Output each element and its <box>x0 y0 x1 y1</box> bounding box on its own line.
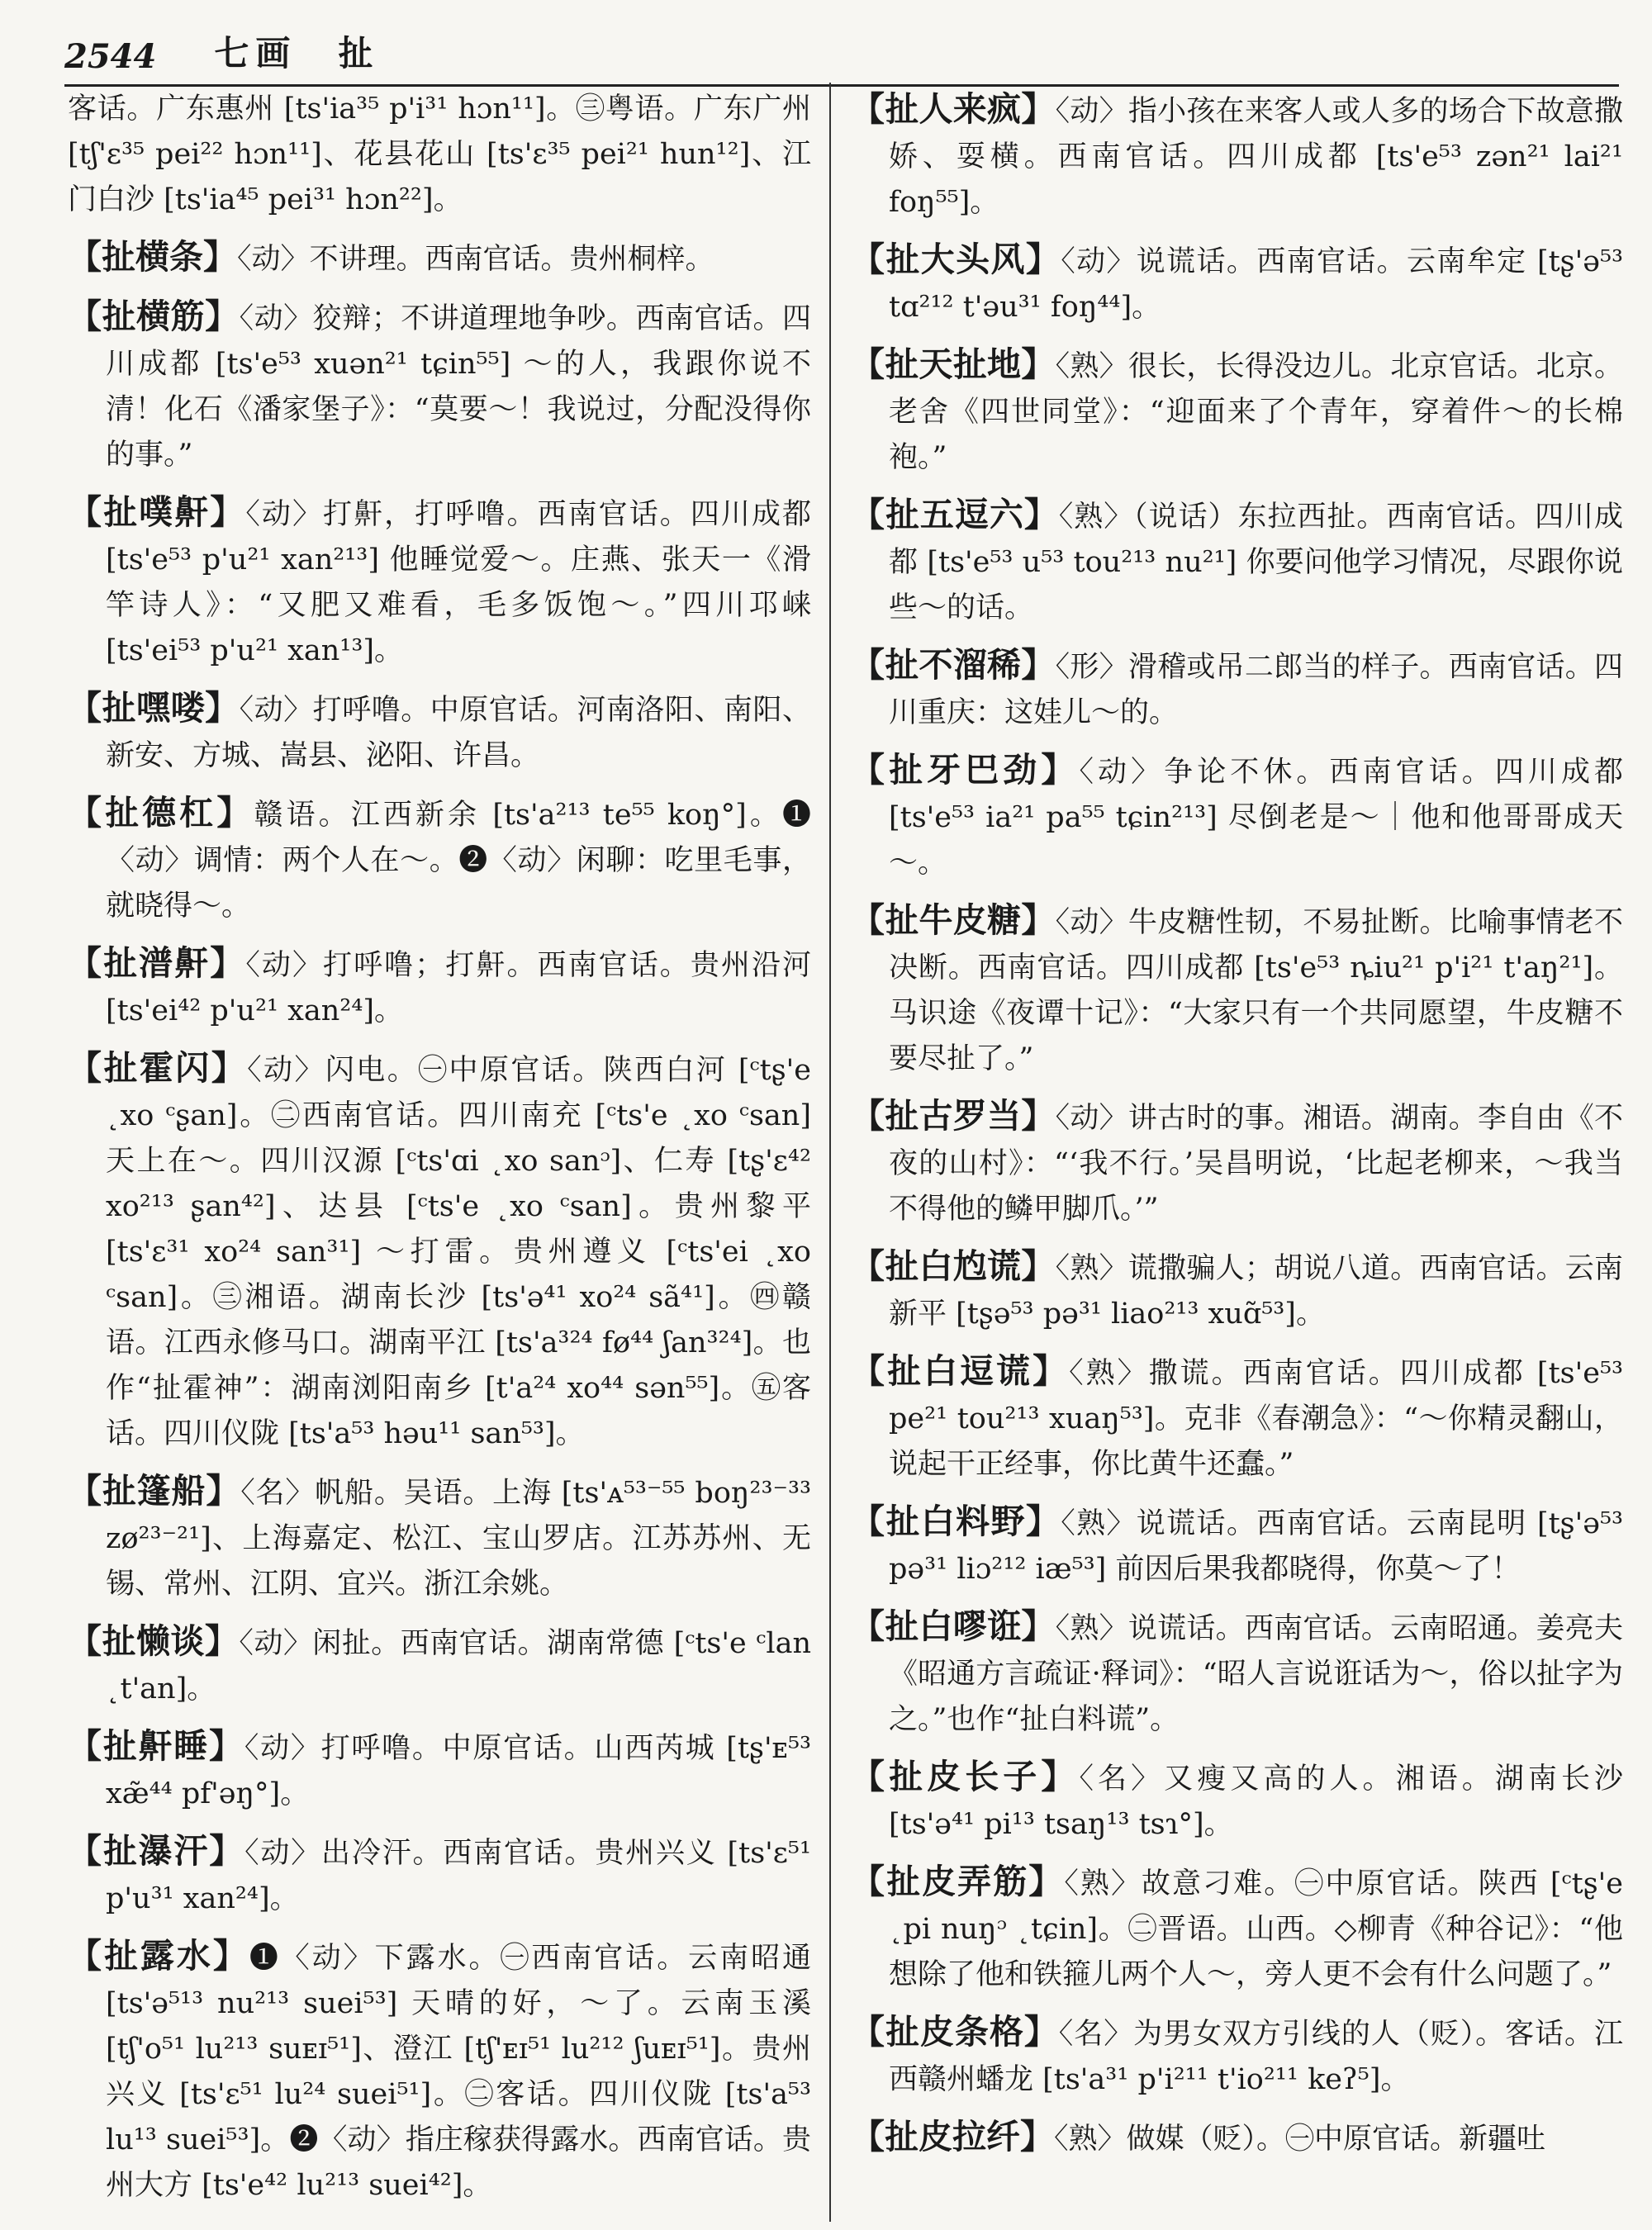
dictionary-entry <box>68 1468 811 1607</box>
entry-definition: 〈动〉打呼噜。中原官话。河南洛阳、南阳、新安、方城、嵩县、泌阳、许昌。 <box>106 694 811 772</box>
entry-definition: 〈熟〉谎撒骗人；胡说八道。西南官话。云南新平 [tʂə⁵³ pə³¹ liao²¹³ xuɑ̃⁵³]。 <box>889 1252 1623 1331</box>
dictionary-entry <box>851 1499 1623 1592</box>
dictionary-entry <box>68 1046 811 1457</box>
entry-definition: 〈熟〉很长，长得没边儿。北京官话。北京。老舍《四世同堂》：“迎面来了个青年，穿着件～的长棉袍。” <box>889 350 1623 474</box>
dictionary-entry <box>68 790 811 929</box>
dictionary-entry <box>851 1349 1623 1487</box>
entry-headword: 【 扯大头风 】 <box>851 240 1061 279</box>
entry-headword: 【 扯德杠 】 <box>68 793 254 833</box>
entry-headword: 【 扯霍闪 】 <box>68 1048 247 1088</box>
entry-headword: 【 扯古罗当 】 <box>851 1096 1056 1136</box>
entry-headword: 【 扯噗鼾 】 <box>68 492 245 532</box>
dictionary-entry <box>851 747 1623 886</box>
entry-definition: 客话。广东惠州 [ts'ia³⁵ p'i³¹ hɔn¹¹]。㊂粤语。广东广州 [tʃ'ɛ³⁵ pei²² hɔn¹¹]、花县花山 [ts'ɛ³⁵ pei²¹ hun¹²]、江门白沙 [ts'ia⁴⁵ pei³¹ hɔn²²]。 <box>68 93 811 216</box>
entry-headword: 【 扯鼾睡 】 <box>68 1726 244 1766</box>
entry-headword: 【 扯白尥谎 】 <box>851 1246 1056 1286</box>
entry-definition: 〈动〉打呼噜；打鼾。西南官话。贵州沿河 [ts'ei⁴² p'u²¹ xan²⁴]。 <box>106 949 811 1027</box>
entry-definition: 〈熟〉说谎话。西南官话。云南昭通。姜亮夫《昭通方言疏证·释词》：“昭人言说诳话为～，俗以扯字为之。”也作“扯白料谎”。 <box>889 1612 1623 1736</box>
entry-definition: 〈熟〉撒谎。西南官话。四川成都 [ts'e⁵³ pe²¹ tou²¹³ xuaŋ⁵³]。克非《春潮急》：“～你精灵翻山，说起干正经事，你比黄牛还蠢。” <box>889 1357 1623 1481</box>
entry-headword: 【 扯横条 】 <box>68 237 237 277</box>
entry-definition: 〈熟〉故意刁难。㊀中原官话。陕西 [ᶜtʂ'e ˛pi nuŋᵓ ˛tɕin]。㊁晋语。山西。◇柳青《种谷记》：“他想除了他和铁箍儿两个人～，旁人更不会有什么问题了。” <box>889 1867 1623 1991</box>
entry-headword: 【 扯白嘐诳 】 <box>851 1606 1056 1646</box>
page-number: 2544 <box>64 37 157 76</box>
entry-definition: 〈动〉打呼噜。中原官话。山西芮城 [tʂ'ᴇ⁵³ xæ̃⁴⁴ pf'əŋ°]。 <box>106 1732 811 1810</box>
entry-definition: 〈动〉牛皮糖性韧，不易扯断。比喻事情老不决断。西南官话。四川成都 [ts'e⁵³ ȵiu²¹ p'i²¹ t'aŋ²¹]。马识途《夜谭十记》：“大家只有一个共同愿望，牛皮糖不要尽扯了。” <box>889 906 1623 1075</box>
dictionary-entry <box>68 686 811 779</box>
column-divider <box>829 83 831 2222</box>
dictionary-entry <box>851 1754 1623 1848</box>
entry-definition: 〈动〉不讲理。西南官话。贵州桐梓。 <box>237 243 714 276</box>
dictionary-entry <box>68 1724 811 1817</box>
running-head: 七画 扯 <box>214 33 380 74</box>
dictionary-entry <box>851 1244 1623 1337</box>
left-column <box>68 87 811 2226</box>
entry-definition: 〈动〉闲扯。西南官话。湖南常德 [ᶜts'e ᶜlan ˛t'an]。 <box>106 1627 811 1706</box>
entry-definition: 〈名〉又瘦又高的人。湘语。湖南长沙 [ts'ə⁴¹ pi¹³ tsaŋ¹³ tsɿ°]。 <box>889 1763 1623 1841</box>
entry-definition: 〈动〉指小孩在来客人或人多的场合下故意撒娇、耍横。西南官话。四川成都 [ts'e⁵³ zən²¹ lai²¹ foŋ⁵⁵]。 <box>889 95 1623 219</box>
entry-headword: 【 扯五逗六 】 <box>851 495 1059 534</box>
entry-headword: 【 扯皮长子 】 <box>851 1757 1079 1796</box>
entry-headword: 【 扯横筋 】 <box>68 297 240 336</box>
dictionary-entry <box>68 1933 811 2209</box>
entry-headword: 【 扯露水 】 <box>68 1936 249 1976</box>
entry-definition: 〈熟〉做媒（贬）。㊀中原官话。新疆吐 <box>1054 2123 1546 2156</box>
dictionary-entry <box>68 1619 811 1712</box>
entry-headword: 【 扯人来疯 】 <box>851 89 1056 129</box>
right-column <box>851 87 1623 2226</box>
entry-headword: 【 扯不溜稀 】 <box>851 645 1056 685</box>
dictionary-entry <box>851 898 1623 1082</box>
entry-headword: 【 扯牙巴劲 】 <box>851 750 1079 790</box>
entry-definition: 〈动〉讲古时的事。湘语。湖南。李自由《不夜的山村》：“‘我不行。’吴昌明说，‘比起老柳来，～我当不得他的鳞甲脚爪。’” <box>889 1102 1623 1226</box>
dictionary-entry <box>68 1829 811 1922</box>
dictionary-entry <box>851 643 1623 736</box>
dictionary-entry <box>851 1859 1623 1998</box>
dictionary-entry <box>68 87 811 223</box>
entry-headword: 【 扯潽鼾 】 <box>68 943 245 983</box>
dictionary-entry <box>68 490 811 674</box>
entry-headword: 【 扯懒谈 】 <box>68 1621 239 1661</box>
entry-definition: 〈动〉出冷汗。西南官话。贵州兴义 [ts'ɛ⁵¹ p'u³¹ xan²⁴]。 <box>106 1837 811 1915</box>
entry-definition: ❶〈动〉下露水。㊀西南官话。云南昭通 [ts'ə⁵¹³ nu²¹³ suei⁵³] 天晴的好，～了。云南玉溪 [tʃ'o⁵¹ lu²¹³ suᴇɪ⁵¹]、澄江 [tʃ'ᴇɪ⁵¹ lu²¹² ʃuᴇɪ⁵¹]。贵州兴义 [ts'ɛ⁵¹ lu²⁴ suei⁵¹]。㊁客话。四川仪陇 [ts'a⁵³ lu¹³ suei⁵³]。❷〈动〉指庄稼获得露水。西南官话。贵州大方 [ts'e⁴² lu²¹³ suei⁴²]。 <box>106 1942 811 2202</box>
entry-definition: 〈形〉滑稽或吊二郎当的样子。西南官话。四川重庆：这娃儿～的。 <box>889 651 1623 729</box>
dictionary-entry <box>68 941 811 1034</box>
entry-headword: 【 扯皮拉纤 】 <box>851 2117 1054 2156</box>
entry-headword: 【 扯皮弄筋 】 <box>851 1862 1064 1901</box>
entry-definition: 〈动〉打鼾，打呼噜。西南官话。四川成都 [ts'e⁵³ p'u²¹ xan²¹³] 他睡觉爱～。庄燕、张天一《滑竿诗人》：“又肥又难看，毛多饭饱～。”四川邛崃 [ts'ei⁵³ p'u²¹ xan¹³]。 <box>106 498 811 667</box>
dictionary-entry <box>851 1094 1623 1232</box>
dictionary-entry <box>851 2114 1623 2162</box>
dictionary-entry <box>68 235 811 282</box>
entry-definition: 〈动〉狡辩；不讲道理地争吵。西南官话。四川成都 [ts'e⁵³ xuən²¹ tɕin⁵⁵] ～的人，我跟你说不清！化石《潘家堡子》：“莫要～！我说过，分配没得你的事。” <box>106 302 811 472</box>
entry-headword: 【 扯瀑汗 】 <box>68 1831 244 1871</box>
entry-definition: 〈熟〉说谎话。西南官话。云南昆明 [tʂ'ə⁵³ pə³¹ liɔ²¹² iæ⁵³] 前因后果我都晓得，你莫～了！ <box>889 1507 1623 1586</box>
entry-headword: 【 扯皮条格 】 <box>851 2012 1059 2052</box>
entry-headword: 【 扯篷船 】 <box>68 1471 240 1511</box>
entry-definition: 〈动〉闪电。㊀中原官话。陕西白河 [ᶜtʂ'e ˛xo ᶜʂan]。㊁西南官话。四川南充 [ᶜts'e ˛xo ᶜsan] 天上在～。四川汉源 [ᶜts'ɑi ˛xo sanᵓ]、仁寿 [tʂ'ɛ⁴² xo²¹³ ʂan⁴²]、达县 [ᶜts'e ˛xo ᶜsan]。贵州黎平 [ts'ɛ³¹ xo²⁴ san³¹] ～打雷。贵州遵义 [ᶜts'ei ˛xo ᶜsan]。㊂湘语。湖南长沙 [ts'ə⁴¹ xo²⁴ sã⁴¹]。㊃赣语。江西永修马口。湖南平江 [ts'a³²⁴ fø⁴⁴ ʃan³²⁴]。也作“扯霍神”：湖南浏阳南乡 [t'a²⁴ xo⁴⁴ sən⁵⁵]。㊄客话。四川仪陇 [ts'a⁵³ həu¹¹ san⁵³]。 <box>106 1054 811 1450</box>
entry-definition: 〈名〉为男女双方引线的人（贬）。客话。江西赣州蟠龙 [ts'a³¹ p'i²¹¹ t'io²¹¹ keʔ⁵]。 <box>889 2018 1623 2096</box>
dictionary-entry <box>851 342 1623 481</box>
entry-headword: 【 扯白逗谎 】 <box>851 1351 1069 1391</box>
entry-definition: 〈动〉说谎话。西南官话。云南牟定 [tʂ'ə⁵³ tɑ²¹² t'əu³¹ foŋ⁴⁴]。 <box>889 245 1623 324</box>
entry-definition: 赣语。江西新余 [ts'a²¹³ te⁵⁵ koŋ°]。❶〈动〉调情：两个人在～。❷〈动〉闲聊：吃里毛事，就晓得～。 <box>106 799 811 923</box>
entry-definition: 〈熟〉（说话）东拉西扯。西南官话。四川成都 [ts'e⁵³ u⁵³ tou²¹³ nu²¹] 你要问他学习情况，尽跟你说些～的话。 <box>889 501 1623 624</box>
dictionary-entry <box>851 2009 1623 2103</box>
dictionary-entry <box>851 237 1623 330</box>
entry-headword: 【 扯牛皮糖 】 <box>851 900 1056 940</box>
entry-headword: 【 扯嘿喽 】 <box>68 688 240 728</box>
dictionary-entry <box>851 492 1623 631</box>
dictionary-entry <box>851 87 1623 225</box>
page-header <box>64 18 1619 87</box>
entry-definition: 〈动〉争论不休。西南官话。四川成都 [ts'e⁵³ ia²¹ pa⁵⁵ tɕin²¹³] 尽倒老是～｜他和他哥哥成天～。 <box>889 756 1623 880</box>
entry-headword: 【 扯天扯地 】 <box>851 344 1056 384</box>
entry-headword: 【 扯白料野 】 <box>851 1502 1061 1541</box>
dictionary-entry <box>851 1604 1623 1743</box>
dictionary-entry <box>68 294 811 478</box>
entry-definition: 〈名〉帆船。吴语。上海 [ts'ᴀ⁵³⁻⁵⁵ boŋ²³⁻³³ zø²³⁻²¹]、上海嘉定、松江、宝山罗店。江苏苏州、无锡、常州、江阴、宜兴。浙江余姚。 <box>106 1477 811 1601</box>
